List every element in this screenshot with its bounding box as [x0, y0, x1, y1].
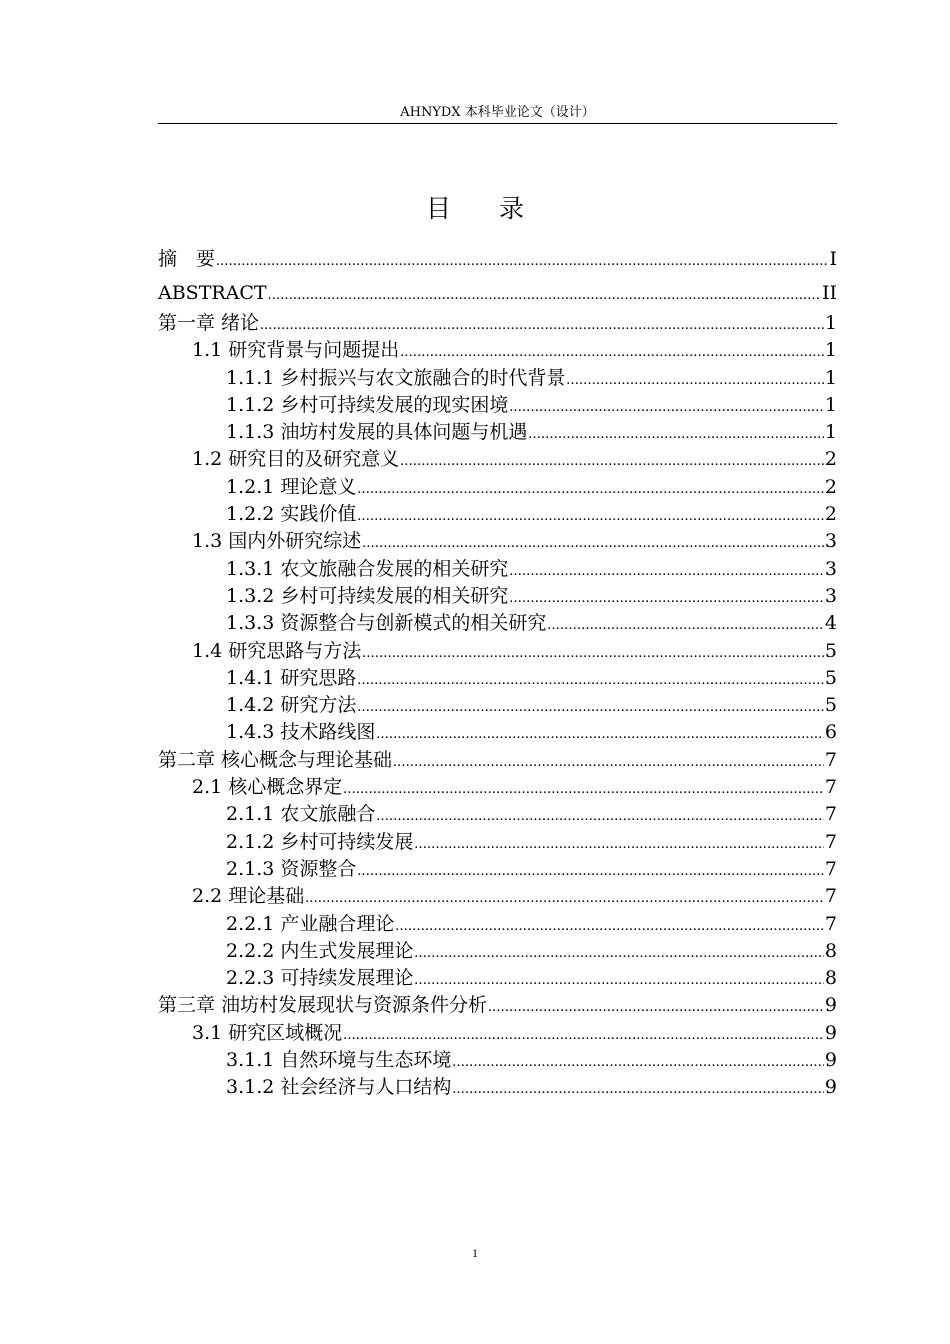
toc-dot-leader — [268, 278, 821, 312]
toc-dot-leader — [414, 831, 824, 858]
toc-entry[interactable] — [158, 610, 837, 637]
toc-entry[interactable] — [158, 719, 837, 746]
toc-entry[interactable] — [158, 692, 837, 719]
toc-dot-leader — [395, 913, 824, 940]
toc-entry[interactable] — [158, 829, 837, 856]
toc-dot-leader — [343, 1022, 824, 1049]
toc-entry[interactable] — [158, 1047, 837, 1074]
toc-entry-page: 7 — [824, 748, 837, 771]
toc-dot-leader — [488, 994, 824, 1021]
toc-entry-label: 2.2.3 可持续发展理论 — [226, 967, 414, 990]
table-of-contents — [158, 242, 837, 1102]
toc-entry[interactable] — [158, 501, 837, 528]
toc-entry-page: 2 — [824, 448, 837, 471]
toc-dot-leader — [414, 967, 824, 994]
toc-dot-leader — [452, 1049, 824, 1076]
toc-entry-page: 1 — [824, 366, 837, 389]
toc-dot-leader — [260, 312, 824, 339]
toc-entry[interactable] — [158, 392, 837, 419]
toc-entry-page: 7 — [824, 857, 837, 880]
toc-entry[interactable] — [158, 419, 837, 446]
toc-entry[interactable] — [158, 337, 837, 364]
toc-dot-leader — [547, 612, 824, 639]
toc-entry[interactable] — [158, 276, 837, 310]
toc-entry-page: 2 — [824, 503, 837, 526]
toc-entry[interactable] — [158, 556, 837, 583]
toc-entry-page: 3 — [824, 557, 837, 580]
toc-dot-leader — [362, 640, 824, 667]
toc-entry[interactable] — [158, 528, 837, 555]
toc-entry[interactable] — [158, 310, 837, 337]
toc-entry-label: 1.1 研究背景与问题提出 — [192, 339, 400, 362]
toc-entry-label: ABSTRACT — [158, 282, 267, 304]
toc-entry-page: 2 — [824, 475, 837, 498]
toc-entry-label: 第二章 核心概念与理论基础 — [158, 748, 393, 771]
toc-entry-label: 第一章 绪论 — [158, 312, 260, 334]
page-header: AHNYDX 本科毕业论文（设计） — [400, 105, 595, 120]
toc-entry-page: 7 — [824, 885, 837, 908]
toc-entry[interactable] — [158, 474, 837, 501]
toc-dot-leader — [400, 448, 824, 475]
toc-entry-page: 7 — [824, 803, 837, 826]
toc-entry[interactable] — [158, 242, 837, 276]
toc-dot-leader — [509, 558, 824, 585]
toc-entry-label: 1.3 国内外研究综述 — [192, 530, 362, 553]
toc-entry[interactable] — [158, 965, 837, 992]
toc-entry-label: 3.1 研究区域概况 — [192, 1021, 343, 1044]
toc-dot-leader — [400, 339, 824, 366]
toc-title: 目 录 — [426, 194, 544, 223]
toc-entry-page: 8 — [824, 967, 837, 990]
toc-entry[interactable] — [158, 856, 837, 883]
toc-entry-label: 1.3.3 资源整合与创新模式的相关研究 — [226, 612, 547, 635]
toc-dot-leader — [376, 803, 824, 830]
toc-dot-leader — [393, 749, 824, 776]
toc-entry[interactable] — [158, 774, 837, 801]
toc-entry-page: 5 — [824, 639, 837, 662]
toc-entry[interactable] — [158, 992, 837, 1019]
toc-entry-label: 2.1.1 农文旅融合 — [226, 803, 376, 826]
toc-entry-page: 7 — [824, 912, 837, 935]
toc-entry-page: 7 — [824, 776, 837, 799]
toc-entry-label: 1.4.3 技术路线图 — [226, 721, 376, 744]
page-number: 1 — [472, 1246, 478, 1260]
toc-entry-label: 1.1.3 油坊村发展的具体问题与机遇 — [226, 421, 528, 444]
toc-dot-leader — [566, 367, 824, 394]
toc-entry-page: 8 — [824, 939, 837, 962]
toc-dot-leader — [343, 776, 824, 803]
toc-entry-label: 1.2 研究目的及研究意义 — [192, 448, 400, 471]
toc-entry-page: 6 — [824, 721, 837, 744]
toc-dot-leader — [305, 885, 824, 912]
toc-entry[interactable] — [158, 801, 837, 828]
toc-entry-page: 4 — [824, 612, 837, 635]
toc-entry-label: 1.2.1 理论意义 — [226, 475, 357, 498]
toc-entry-label: 2.1 核心概念界定 — [192, 776, 343, 799]
toc-entry-page: 3 — [824, 530, 837, 553]
toc-entry-page: 1 — [824, 421, 837, 444]
toc-entry-page: I — [829, 248, 837, 270]
toc-entry[interactable] — [158, 911, 837, 938]
toc-entry-page: 7 — [824, 830, 837, 853]
toc-entry-page: 5 — [824, 694, 837, 717]
toc-dot-leader — [362, 530, 824, 557]
toc-entry-page: 5 — [824, 666, 837, 689]
toc-entry-label: 1.3.1 农文旅融合发展的相关研究 — [226, 557, 509, 580]
toc-entry-label: 1.4.1 研究思路 — [226, 666, 357, 689]
toc-dot-leader — [509, 394, 824, 421]
toc-entry[interactable] — [158, 883, 837, 910]
toc-dot-leader — [414, 940, 824, 967]
toc-entry-label: 2.1.3 资源整合 — [226, 857, 357, 880]
toc-entry-label: 2.2.1 产业融合理论 — [226, 912, 395, 935]
toc-entry-page: 3 — [824, 584, 837, 607]
toc-entry-label: 1.4.2 研究方法 — [226, 694, 357, 717]
toc-dot-leader — [357, 667, 824, 694]
toc-entry-label: 摘 要 — [158, 248, 216, 270]
toc-entry-page: 9 — [824, 1049, 837, 1072]
toc-dot-leader — [357, 476, 824, 503]
toc-entry-label: 1.4 研究思路与方法 — [192, 639, 362, 662]
toc-entry[interactable] — [158, 583, 837, 610]
toc-entry-label: 2.2.2 内生式发展理论 — [226, 939, 414, 962]
toc-entry-label: 1.2.2 实践价值 — [226, 503, 357, 526]
toc-entry-label: 第三章 油坊村发展现状与资源条件分析 — [158, 994, 488, 1017]
toc-entry-label: 2.1.2 乡村可持续发展 — [226, 830, 414, 853]
toc-entry-page: II — [821, 282, 837, 304]
toc-entry-label: 1.1.2 乡村可持续发展的现实困境 — [226, 393, 509, 416]
toc-dot-leader — [452, 1076, 824, 1103]
toc-entry-page: 1 — [824, 312, 837, 334]
toc-entry-page: 9 — [824, 994, 837, 1017]
toc-entry-label: 1.1.1 乡村振兴与农文旅融合的时代背景 — [226, 366, 566, 389]
toc-dot-leader — [528, 421, 824, 448]
toc-entry-page: 1 — [824, 339, 837, 362]
toc-entry[interactable] — [158, 638, 837, 665]
toc-dot-leader — [376, 721, 824, 748]
toc-entry[interactable] — [158, 1074, 837, 1101]
toc-entry-label: 3.1.2 社会经济与人口结构 — [226, 1076, 452, 1099]
toc-entry[interactable] — [158, 446, 837, 473]
toc-entry-label: 2.2 理论基础 — [192, 885, 305, 908]
toc-entry-page: 9 — [824, 1021, 837, 1044]
toc-entry-label: 3.1.1 自然环境与生态环境 — [226, 1049, 452, 1072]
toc-entry-label: 1.3.2 乡村可持续发展的相关研究 — [226, 584, 509, 607]
toc-dot-leader — [357, 694, 824, 721]
toc-dot-leader — [357, 858, 824, 885]
toc-dot-leader — [509, 585, 824, 612]
toc-entry-page: 9 — [824, 1076, 837, 1099]
toc-entry[interactable] — [158, 747, 837, 774]
toc-entry[interactable] — [158, 1020, 837, 1047]
toc-entry[interactable] — [158, 938, 837, 965]
toc-entry[interactable] — [158, 365, 837, 392]
header-rule — [158, 123, 837, 124]
toc-dot-leader — [357, 503, 824, 530]
toc-dot-leader — [216, 244, 828, 278]
toc-entry-page: 1 — [824, 393, 837, 416]
toc-entry[interactable] — [158, 665, 837, 692]
